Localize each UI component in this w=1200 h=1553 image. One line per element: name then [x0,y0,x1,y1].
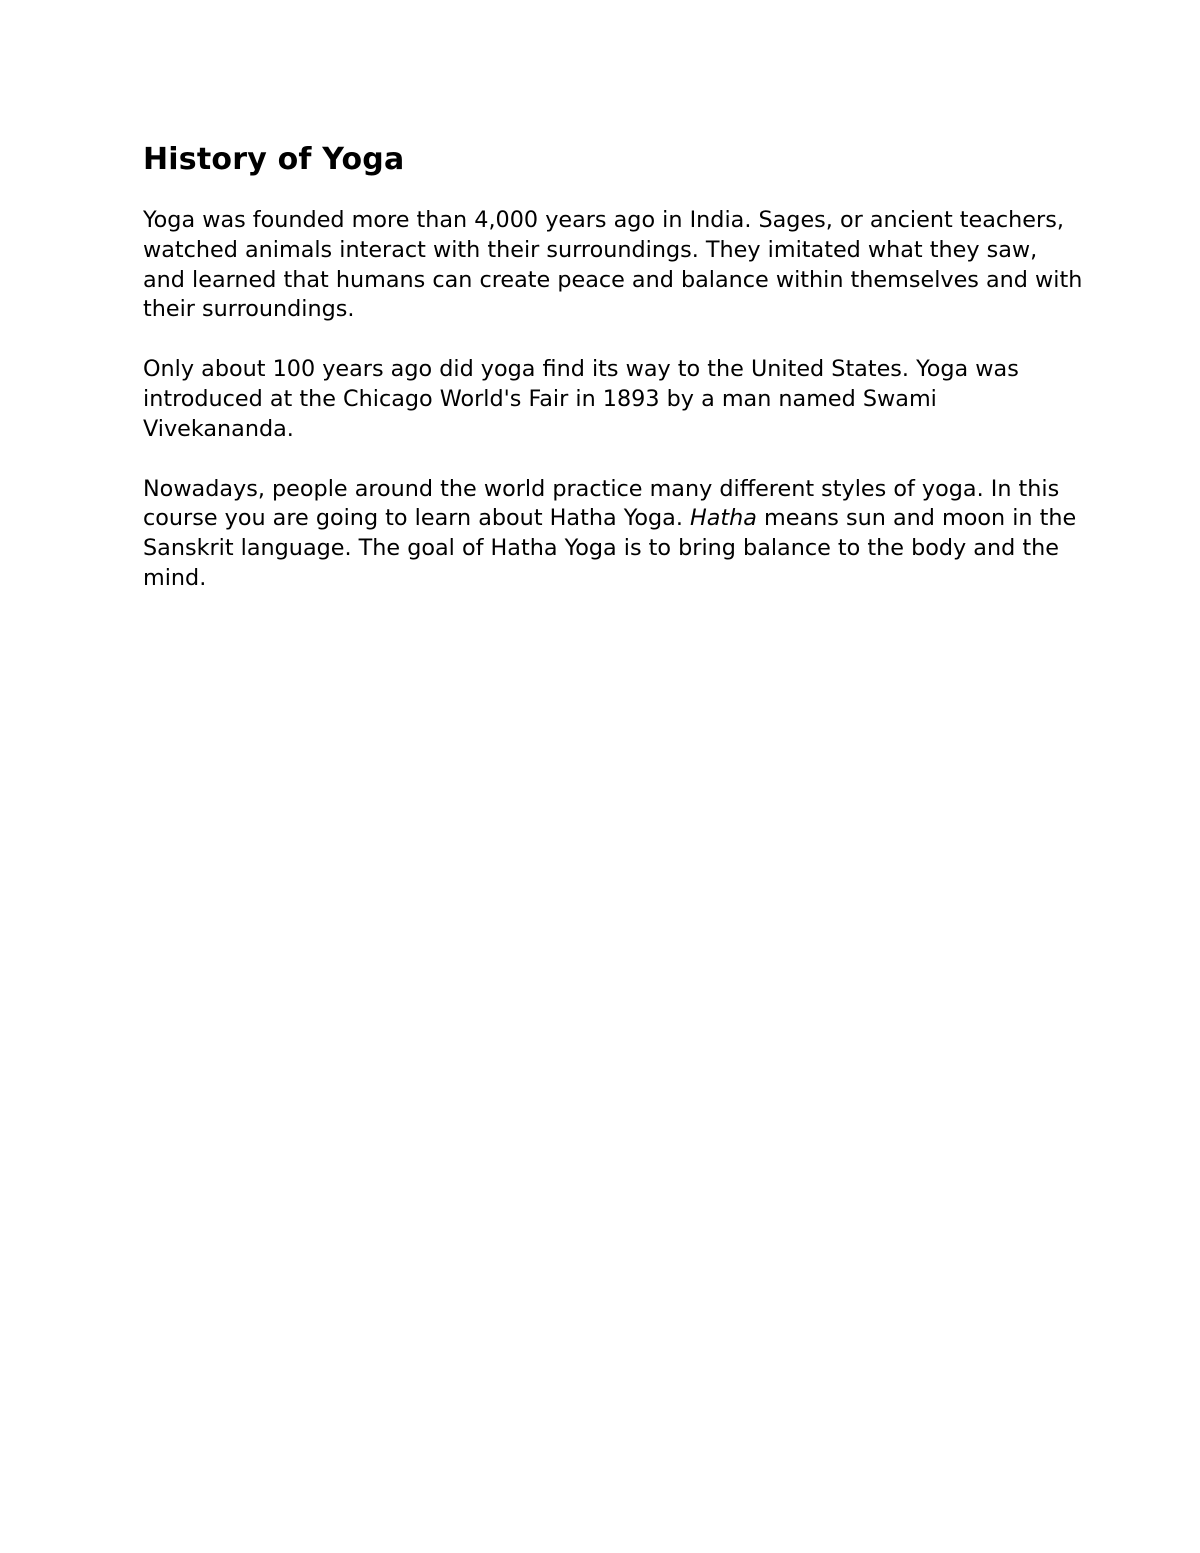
paragraph-hatha-text-after: means sun and moon in the Sanskrit language. The goal of Hatha Yoga is to bring balance to the body and the mind. [143,505,1077,591]
document-page [143,140,1083,624]
paragraph-hatha-yoga [143,475,1083,594]
document-title: History of Yoga [143,142,405,177]
paragraph-origins: Yoga was founded more than 4,000 years ago in India. Sages, or ancient teachers, watched animals interact with their surroundings. They imitated what they saw, and learned that humans can create peace and balance within themselves and with their surroundings. [143,207,1083,323]
hatha-term: Hatha [690,505,757,532]
paragraph-hatha-text-before: Nowadays, people around the world practice many different styles of yoga. In this course you are going to learn about Hatha Yoga. [143,475,1060,532]
paragraph-united-states: Only about 100 years ago did yoga find its way to the United States. Yoga was introduced at the Chicago World's Fair in 1893 by a man named Swami Vivekananda. [143,356,1019,442]
